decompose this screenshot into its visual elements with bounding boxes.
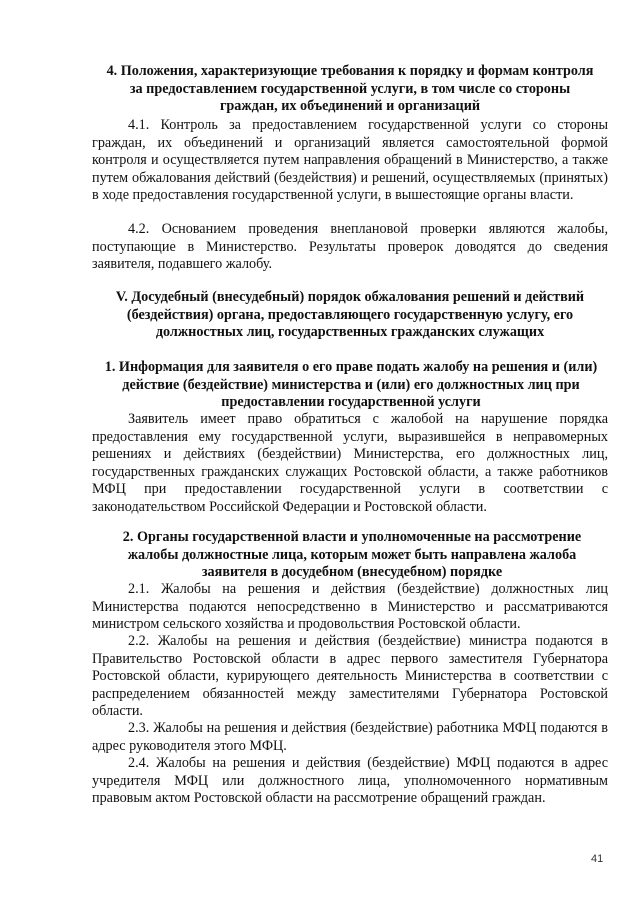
paragraph-2-2: 2.2. Жалобы на решения и действия (бездействие) министра подаются в Правительство Ростовской области в адрес первого заместителя Губернатора Ростовской области, курирующего деятельность Министерства в соответствии с распределением обязанностей между заместителями Губернатора Ростовской области. [92, 633, 608, 720]
paragraph-4-1: 4.1. Контроль за предоставлением государственной услуги со стороны граждан, их объединений и организаций является самостоятельной формой контроля и осуществляется путем направления обращений в Министерство, а также путем обжалования действий (бездействия) и решений, осуществляемых (принятых) в ходе предоставления государственной услуги, в вышестоящие органы власти. [92, 117, 608, 204]
subsection-1-heading: 1. Информация для заявителя о его праве подать жалобу на решения и (или) действие (бездействие) министерства и (или) его должностных лиц при предоставлении государственной услуги [104, 359, 598, 411]
section-4-heading: 4. Положения, характеризующие требования к порядку и формам контроля за предоставлением государственной услуги, в том числе со стороны граждан, их объединений и организаций [106, 63, 594, 115]
subsection-2-heading: 2. Органы государственной власти и уполномоченные на рассмотрение жалобы должностные лица, которым может быть направлена жалоба заявителя в досудебном (внесудебном) порядке [122, 529, 582, 581]
paragraph-4-2: 4.2. Основанием проведения внеплановой проверки являются жалобы, поступающие в Министерство. Результаты проверок доводятся до сведения заявителя, подавшего жалобу. [92, 221, 608, 273]
paragraph-5-1: Заявитель имеет право обратиться с жалобой на нарушение порядка предоставления ему государственной услуги, выразившейся в неправомерных решениях и действиях (бездействии) Министерства, его должностных лиц, государственных гражданских служащих Ростовской области, а также работников МФЦ при предоставлении государственной услуги в соответствии с законодательством Российской Федерации и Ростовской области. [92, 411, 608, 515]
page-number: 41 [591, 853, 604, 865]
paragraph-2-3: 2.3. Жалобы на решения и действия (бездействие) работника МФЦ подаются в адрес руководителя этого МФЦ. [92, 720, 608, 754]
section-5-heading: V. Досудебный (внесудебный) порядок обжалования решений и действий (бездействия) органа, предоставляющего государственную услугу, его должностных лиц, государственных гражданских служащих [115, 289, 585, 341]
paragraph-2-4: 2.4. Жалобы на решения и действия (бездействие) МФЦ подаются в адрес учредителя МФЦ или должностного лица, уполномоченного нормативным правовым актом Ростовской области на рассмотрение обращений граждан. [92, 755, 608, 807]
paragraph-2-1: 2.1. Жалобы на решения и действия (бездействие) должностных лиц Министерства подаются непосредственно в Министерство и рассматриваются министром сельского хозяйства и продовольствия Ростовской области. [92, 581, 608, 633]
